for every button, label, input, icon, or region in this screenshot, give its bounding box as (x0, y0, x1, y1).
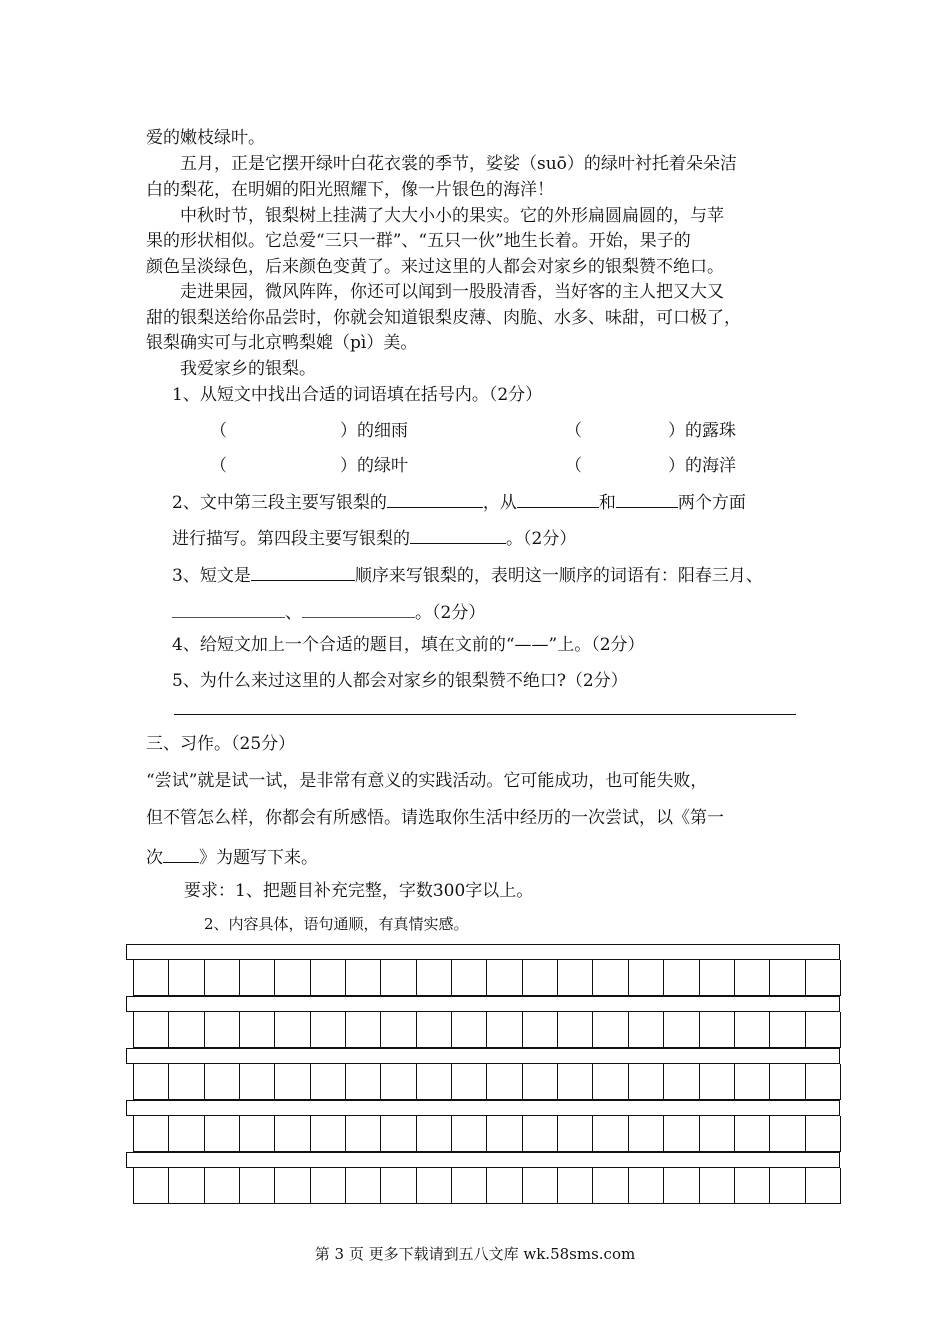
grid-cell[interactable] (523, 1116, 558, 1152)
grid-cell[interactable] (664, 1012, 699, 1048)
grid-cell[interactable] (735, 1064, 770, 1100)
grid-cell[interactable] (558, 1116, 593, 1152)
grid-cell[interactable] (169, 1064, 204, 1100)
grid-cell[interactable] (593, 960, 628, 996)
grid-cell[interactable] (806, 1168, 841, 1204)
grid-cell[interactable] (417, 1064, 452, 1100)
grid-cell[interactable] (205, 1168, 240, 1204)
grid-cell[interactable] (735, 960, 770, 996)
q3-text: 、 (285, 603, 302, 623)
grid-cell[interactable] (700, 1012, 735, 1048)
q1-open-paren: （ (565, 421, 582, 441)
grid-cell[interactable] (381, 960, 416, 996)
passage-line: 果的形状相似。它总爱“三只一群”、“五只一伙”地生长着。开始，果子的 (146, 231, 691, 251)
q1-item-dew: ）的露珠 (668, 421, 736, 441)
q1-item-leaves: ）的绿叶 (340, 456, 408, 476)
grid-cell[interactable] (806, 960, 841, 996)
grid-cell[interactable] (558, 1012, 593, 1048)
grid-cell[interactable] (770, 1116, 805, 1152)
grid-cell[interactable] (770, 1168, 805, 1204)
grid-cell[interactable] (700, 1116, 735, 1152)
grid-cell[interactable] (487, 1168, 522, 1204)
grid-cell[interactable] (770, 1012, 805, 1048)
grid-cell[interactable] (381, 1116, 416, 1152)
grid-cell[interactable] (134, 1168, 169, 1204)
grid-cell[interactable] (311, 1064, 346, 1100)
grid-row-divider (126, 1100, 840, 1116)
grid-cell[interactable] (735, 1116, 770, 1152)
grid-cell[interactable] (593, 1116, 628, 1152)
grid-cell[interactable] (523, 1168, 558, 1204)
grid-cell[interactable] (629, 1116, 664, 1152)
requirement-1: 要求：1、把题目补充完整，字数300字以上。 (184, 881, 534, 901)
grid-cell[interactable] (558, 1064, 593, 1100)
grid-cell[interactable] (169, 1168, 204, 1204)
grid-row-divider (126, 1048, 840, 1064)
grid-cell[interactable] (381, 1064, 416, 1100)
grid-cell[interactable] (487, 1064, 522, 1100)
grid-cell[interactable] (593, 1168, 628, 1204)
requirement-2: 2、内容具体，语句通顺，有真情实感。 (204, 915, 469, 933)
grid-cell[interactable] (452, 1064, 487, 1100)
grid-cell[interactable] (275, 960, 310, 996)
passage-line: 颜色呈淡绿色，后来颜色变黄了。来过这里的人都会对家乡的银梨赞不绝口。 (146, 257, 724, 277)
grid-cell[interactable] (169, 1012, 204, 1048)
grid-row-divider (126, 944, 840, 960)
grid-cell[interactable] (134, 1064, 169, 1100)
q2-blank-2[interactable] (517, 489, 599, 508)
grid-cell[interactable] (664, 1168, 699, 1204)
grid-row-divider (126, 996, 840, 1012)
grid-cell[interactable] (275, 1064, 310, 1100)
grid-cell[interactable] (629, 1064, 664, 1100)
q2-blank-3[interactable] (616, 489, 678, 508)
q2-text: 两个方面 (677, 493, 746, 513)
q3-blank-2[interactable] (172, 599, 285, 618)
grid-cell[interactable] (523, 960, 558, 996)
composition-prompt: “尝试”就是试一试，是非常有意义的实践活动。它可能成功，也可能失败， (146, 771, 708, 791)
grid-cell[interactable] (700, 960, 735, 996)
grid-cell[interactable] (417, 1116, 452, 1152)
q2-blank-1[interactable] (387, 489, 483, 508)
q3-blank-3[interactable] (302, 599, 415, 618)
composition-text: 》为题写下来。 (199, 848, 318, 868)
grid-cell[interactable] (452, 960, 487, 996)
composition-prompt (146, 844, 318, 869)
grid-cell[interactable] (523, 1064, 558, 1100)
grid-cell[interactable] (452, 1116, 487, 1152)
composition-text: 次 (146, 848, 163, 868)
q2-text: 和 (598, 493, 616, 513)
grid-cell[interactable] (806, 1116, 841, 1152)
grid-cell[interactable] (735, 1168, 770, 1204)
grid-cell[interactable] (240, 1168, 275, 1204)
grid-cell[interactable] (452, 1168, 487, 1204)
passage-line: 五月，正是它摆开绿叶白花衣裳的季节，娑娑（suō）的绿叶衬托着朵朵洁 (180, 154, 737, 174)
grid-cell[interactable] (558, 1168, 593, 1204)
grid-cell[interactable] (806, 1012, 841, 1048)
grid-cell[interactable] (311, 1012, 346, 1048)
grid-cell[interactable] (275, 1168, 310, 1204)
grid-cells (133, 960, 841, 996)
grid-cell[interactable] (558, 960, 593, 996)
grid-cell[interactable] (311, 960, 346, 996)
grid-cell[interactable] (487, 1012, 522, 1048)
grid-cell[interactable] (134, 960, 169, 996)
grid-cells (133, 1064, 841, 1100)
grid-cell[interactable] (770, 960, 805, 996)
grid-cell[interactable] (700, 1168, 735, 1204)
grid-cells (133, 1168, 841, 1204)
grid-cell[interactable] (487, 960, 522, 996)
question-5: 5、为什么来过这里的人都会对家乡的银梨赞不绝口?（2分） (172, 671, 628, 691)
grid-cell[interactable] (275, 1012, 310, 1048)
grid-cell[interactable] (770, 1064, 805, 1100)
title-blank[interactable] (163, 844, 199, 863)
grid-cell[interactable] (205, 1116, 240, 1152)
grid-cell[interactable] (381, 1168, 416, 1204)
grid-cell[interactable] (735, 1012, 770, 1048)
grid-cell[interactable] (311, 1116, 346, 1152)
grid-cell[interactable] (700, 1064, 735, 1100)
grid-cell[interactable] (134, 1012, 169, 1048)
grid-cell[interactable] (381, 1012, 416, 1048)
page-footer: 第 3 页 更多下载请到五八文库 wk.58sms.com (314, 1245, 636, 1263)
grid-cell[interactable] (240, 1012, 275, 1048)
grid-cell[interactable] (487, 1116, 522, 1152)
question-2-cont (172, 525, 576, 550)
grid-cell[interactable] (417, 1012, 452, 1048)
q1-item-drizzle: ）的细雨 (340, 421, 408, 441)
q2-text: 进行描写。第四段主要写银梨的 (172, 529, 410, 549)
grid-cell[interactable] (275, 1116, 310, 1152)
question-4: 4、给短文加上一个合适的题目，填在文前的“——”上。（2分） (172, 635, 645, 655)
grid-cell[interactable] (346, 960, 381, 996)
q2-blank-4[interactable] (410, 525, 506, 544)
passage-line: 走进果园，微风阵阵，你还可以闻到一股股清香，当好客的主人把又大又 (180, 282, 724, 302)
q1-open-paren: （ (210, 421, 227, 441)
grid-cell[interactable] (452, 1012, 487, 1048)
question-1: 1、从短文中找出合适的词语填在括号内。（2分） (172, 385, 543, 405)
composition-heading: 三、习作。（25分） (146, 734, 296, 754)
grid-cell[interactable] (664, 960, 699, 996)
grid-cell[interactable] (346, 1116, 381, 1152)
passage-line: 中秋时节，银梨树上挂满了大大小小的果实。它的外形扁圆扁圆的，与苹 (180, 206, 724, 226)
q1-item-ocean: ）的海洋 (668, 456, 736, 476)
grid-cell[interactable] (240, 1064, 275, 1100)
question-3-cont (172, 599, 485, 624)
q2-text: 2、文中第三段主要写银梨的 (172, 493, 387, 513)
grid-cell[interactable] (311, 1168, 346, 1204)
passage-line: 爱的嫩枝绿叶。 (146, 128, 265, 148)
grid-cell[interactable] (629, 1168, 664, 1204)
composition-prompt: 但不管怎么样，你都会有所感悟。请选取你生活中经历的一次尝试，以《第一 (146, 808, 724, 828)
grid-cell[interactable] (417, 1168, 452, 1204)
question-2 (172, 489, 746, 514)
grid-cell[interactable] (629, 960, 664, 996)
grid-cells (133, 1012, 841, 1048)
grid-cell[interactable] (629, 1012, 664, 1048)
q3-text: 顺序来写银梨的，表明这一顺序的词语有：阳春三月、 (354, 566, 763, 586)
question-3 (172, 562, 763, 587)
grid-cell[interactable] (205, 1012, 240, 1048)
q1-open-paren: （ (565, 456, 582, 476)
grid-cells (133, 1116, 841, 1152)
q2-text: ，从 (482, 493, 517, 513)
grid-cell[interactable] (593, 1064, 628, 1100)
grid-cell[interactable] (664, 1116, 699, 1152)
q3-blank-1[interactable] (251, 562, 355, 581)
grid-cell[interactable] (240, 960, 275, 996)
grid-cell[interactable] (205, 960, 240, 996)
grid-cell[interactable] (346, 1168, 381, 1204)
passage-line: 银梨确实可与北京鸭梨媲（pì）美。 (146, 333, 418, 353)
grid-row-divider (126, 1152, 840, 1168)
grid-cell[interactable] (664, 1064, 699, 1100)
q5-answer-line[interactable] (174, 714, 796, 715)
q3-text: 3、短文是 (172, 566, 251, 586)
passage-line: 白的梨花，在明媚的阳光照耀下，像一片银色的海洋！ (146, 180, 554, 200)
grid-cell[interactable] (134, 1116, 169, 1152)
q2-text: 。（2分） (506, 529, 577, 549)
grid-cell[interactable] (806, 1064, 841, 1100)
grid-cell[interactable] (205, 1064, 240, 1100)
passage-line: 甜的银梨送给你品尝时，你就会知道银梨皮薄、肉脆、水多、味甜，可口极了， (146, 308, 741, 328)
grid-cell[interactable] (523, 1012, 558, 1048)
grid-cell[interactable] (169, 960, 204, 996)
grid-cell[interactable] (593, 1012, 628, 1048)
q3-text: 。（2分） (415, 603, 486, 623)
grid-cell[interactable] (346, 1012, 381, 1048)
passage-line: 我爱家乡的银梨。 (180, 359, 316, 379)
q1-open-paren: （ (210, 456, 227, 476)
grid-cell[interactable] (346, 1064, 381, 1100)
grid-cell[interactable] (240, 1116, 275, 1152)
grid-cell[interactable] (417, 960, 452, 996)
grid-cell[interactable] (169, 1116, 204, 1152)
